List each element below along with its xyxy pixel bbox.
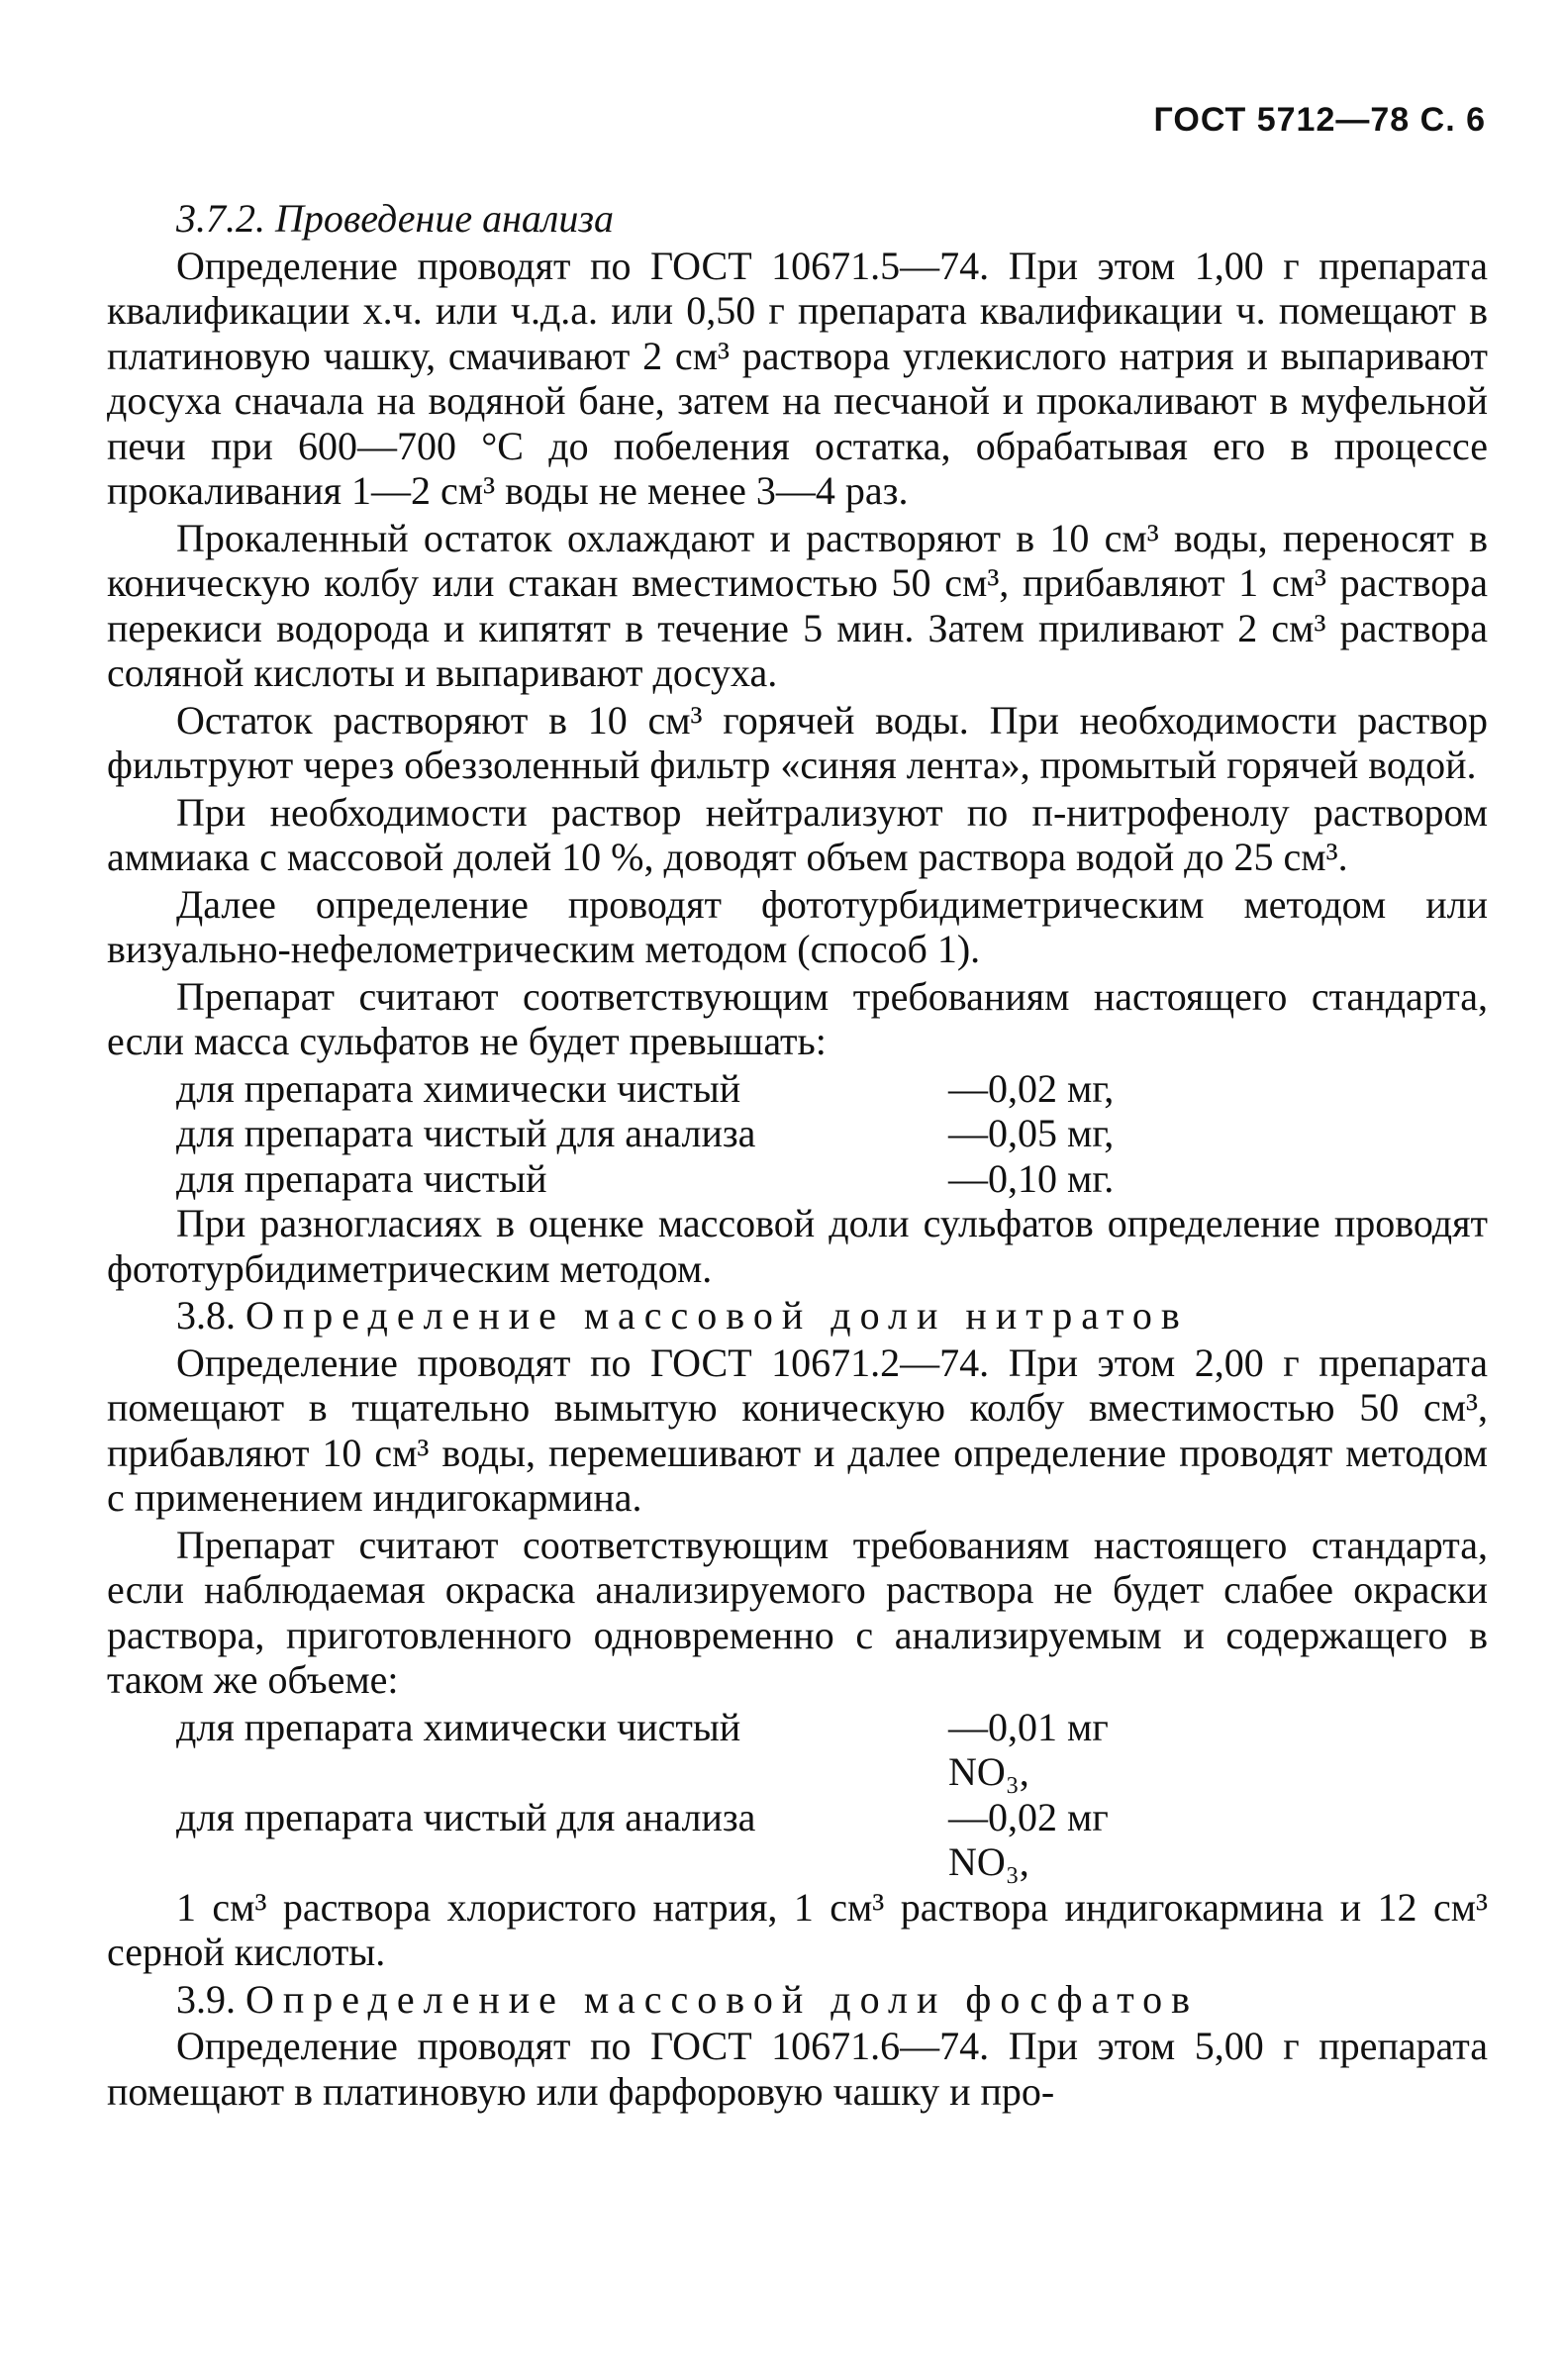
limit-label: для препарата чистый xyxy=(176,1155,547,1201)
list-item xyxy=(176,1156,1166,1202)
limit-value: —0,02 мг NO₃, xyxy=(948,1794,1109,1884)
list-item xyxy=(176,1111,1166,1156)
document-body xyxy=(107,196,1488,2116)
limit-label: для препарата чистый для анализа xyxy=(176,1794,756,1839)
section-heading-3-8 xyxy=(107,1293,1488,1339)
section-title: Определение массовой доли фосфатов xyxy=(245,1976,1200,2022)
paragraph-3-7-2-p6: Препарат считают соответствующим требованиям настоящего стандарта, если масса сульфатов не будет превышать: xyxy=(107,973,1488,1063)
paragraph-3-7-2-p5: Далее определение проводят фототурбидиметрическим методом или визуально-нефелометрическим методом (способ 1). xyxy=(107,881,1488,971)
paragraph-3-8-p1: Определение проводят по ГОСТ 10671.2—74. При этом 2,00 г препарата помещают в тщательно вымытую коническую колбу вместимостью 50 см³, прибавляют 10 см³ воды, перемешивают и далее определение проводят методом с применением индигокармина. xyxy=(107,1339,1488,1520)
sulfate-limits-list xyxy=(107,1066,1488,1202)
limit-label: для препарата химически чистый xyxy=(176,1065,741,1111)
paragraph-3-7-2-p1: Определение проводят по ГОСТ 10671.5—74. При этом 1,00 г препарата квалификации х.ч. или ч.д.а. или 0,50 г препарата квалификации ч. помещают в платиновую чашку, смачивают 2 см³ раствора углекислого натрия и выпаривают досуха сначала на водяной бане, затем на песчаной и прокаливают в муфельной печи при 600—700 °С до побеления остатка, обрабатывая его в процессе прокаливания 1—2 см³ воды не менее 3—4 раз. xyxy=(107,243,1488,513)
paragraph-3-8-p3: 1 см³ раствора хлористого натрия, 1 см³ раствора индигокармина и 12 см³ серной кислоты. xyxy=(107,1884,1488,1974)
limit-value: —0,02 мг, xyxy=(948,1065,1115,1111)
nitrate-limits-list xyxy=(107,1705,1488,1885)
section-title: Определение массовой доли нитратов xyxy=(245,1293,1189,1338)
paragraph-3-7-2-p2: Прокаленный остаток охлаждают и растворяют в 10 см³ воды, переносят в коническую колбу или стакан вместимостью 50 см³, прибавляют 1 см³ раствора перекиси водорода и кипятят в течение 5 мин. Затем приливают 2 см³ раствора соляной кислоты и выпаривают досуха. xyxy=(107,515,1488,695)
list-item xyxy=(176,1795,1166,1885)
limit-value: —0,05 мг, xyxy=(948,1111,1115,1155)
section-number: 3.8. xyxy=(176,1293,236,1338)
paragraph-3-7-2-p4: При необходимости раствор нейтрализуют по п-нитрофенолу раствором аммиака с массовой долей 10 %, доводят объем раствора водой до 25 см³. xyxy=(107,789,1488,879)
section-heading-3-9 xyxy=(107,1977,1488,2023)
paragraph-3-9-p1: Определение проводят по ГОСТ 10671.6—74. При этом 5,00 г препарата помещают в платиновую или фарфоровую чашку и про- xyxy=(107,2024,1488,2114)
list-item xyxy=(176,1066,1166,1112)
limit-label: для препарата химически чистый xyxy=(176,1704,741,1749)
subsection-heading-3-7-2 xyxy=(107,196,1488,242)
limit-value: —0,01 мг NO₃, xyxy=(948,1704,1109,1794)
limit-label: для препарата чистый для анализа xyxy=(176,1111,756,1155)
paragraph-3-7-2-p7: При разногласиях в оценке массовой доли сульфатов определение проводят фототурбидиметрическим методом. xyxy=(107,1201,1488,1291)
paragraph-3-8-p2: Препарат считают соответствующим требованиям настоящего стандарта, если наблюдаемая окраска анализируемого раствора не будет слабее окраски раствора, приготовленного одновременно с анализируемым и содержащего в таком же объеме: xyxy=(107,1522,1488,1702)
subsection-heading-text: 3.7.2. Проведение анализа xyxy=(176,196,614,241)
paragraph-3-7-2-p3: Остаток растворяют в 10 см³ горячей воды. При необходимости раствор фильтруют через обеззоленный фильтр «синяя лента», промытый горячей водой. xyxy=(107,697,1488,787)
page-header: ГОСТ 5712—78 С. 6 xyxy=(1153,101,1486,139)
section-number: 3.9. xyxy=(176,1976,236,2022)
list-item xyxy=(176,1705,1166,1795)
limit-value: —0,10 мг. xyxy=(948,1155,1115,1201)
